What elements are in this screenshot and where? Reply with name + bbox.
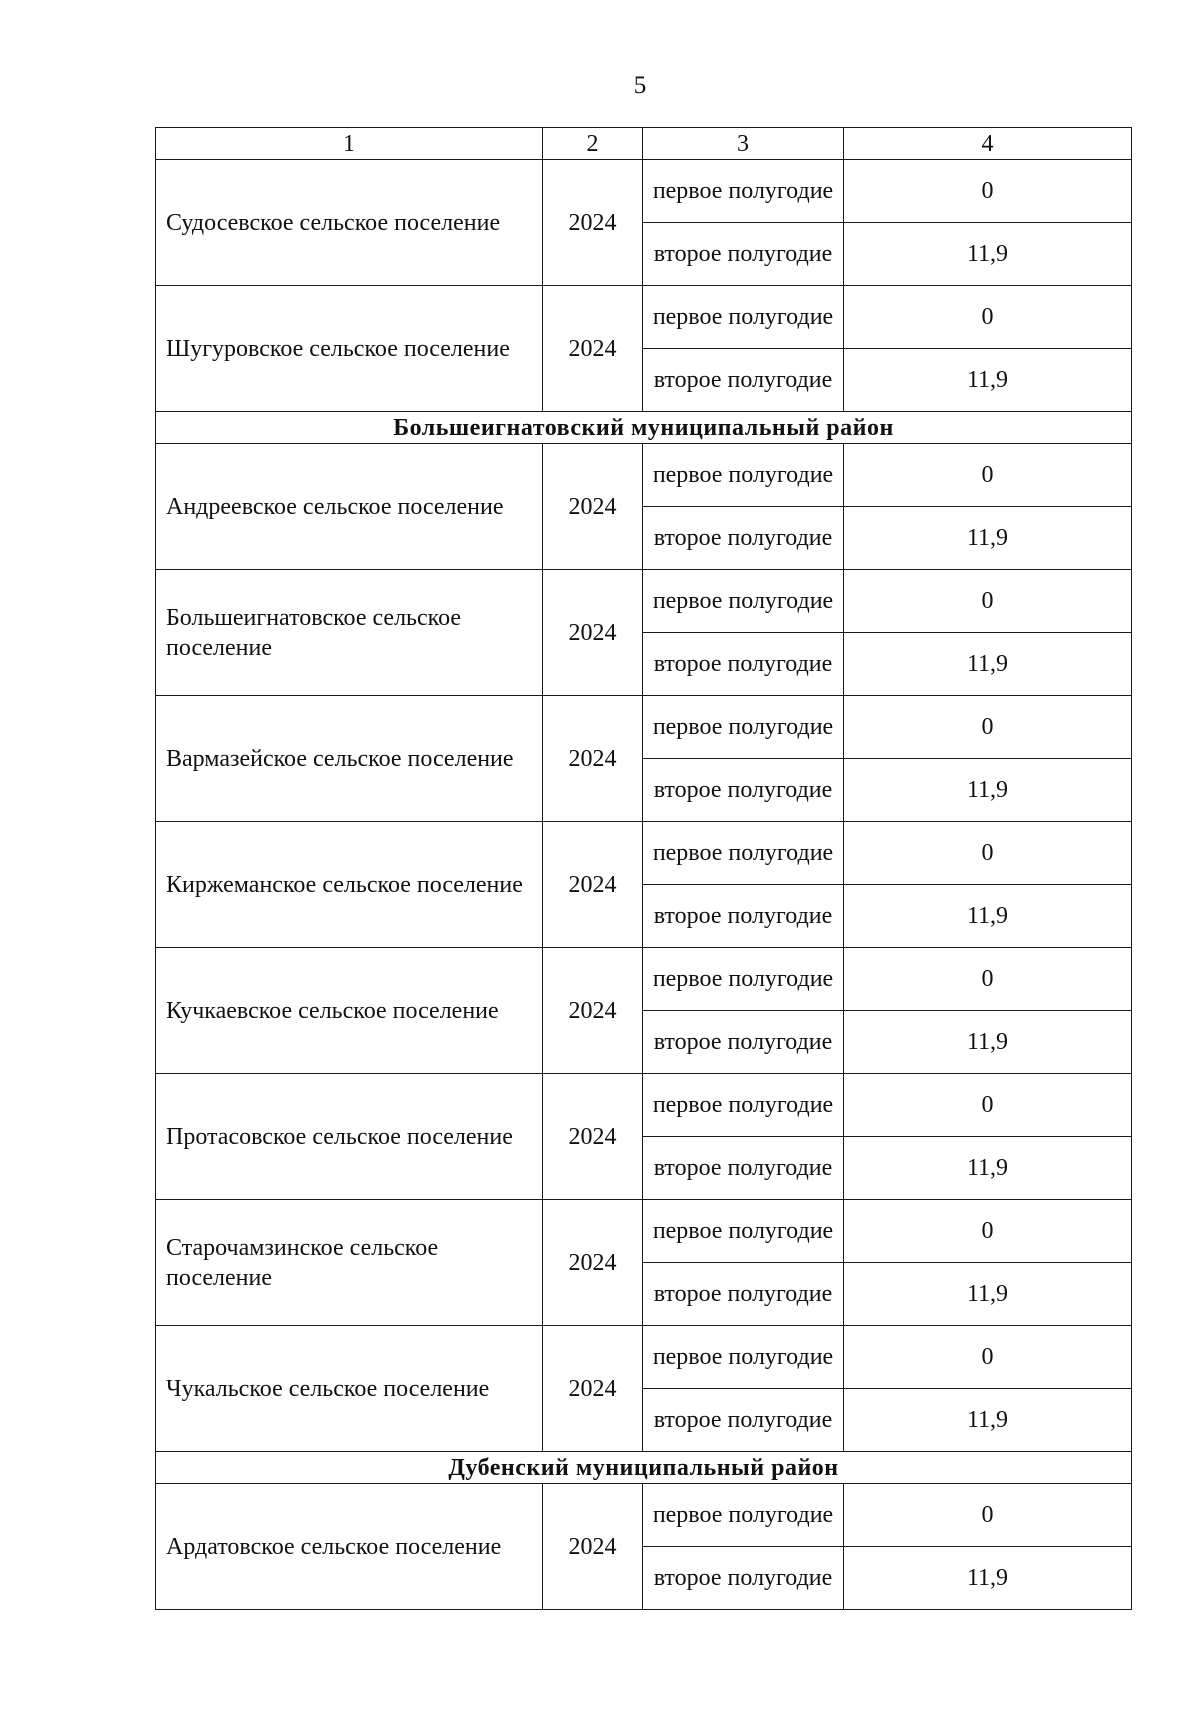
settlement-name: Большеигнатовское сельское поселение (156, 570, 543, 696)
district-heading: Дубенский муниципальный район (156, 1452, 1132, 1484)
period-cell: первое полугодие (643, 1200, 844, 1263)
district-heading: Большеигнатовский муниципальный район (156, 412, 1132, 444)
period-cell: первое полугодие (643, 696, 844, 759)
settlement-name: Киржеманское сельское поселение (156, 822, 543, 948)
year-cell: 2024 (543, 160, 643, 286)
settlement-name: Андреевское сельское поселение (156, 444, 543, 570)
period-cell: первое полугодие (643, 570, 844, 633)
settlement-name: Ардатовское сельское поселение (156, 1484, 543, 1610)
period-cell: первое полугодие (643, 444, 844, 507)
period-cell: второе полугодие (643, 1011, 844, 1074)
table-row (156, 1326, 1132, 1389)
table-row (156, 286, 1132, 349)
value-cell: 0 (844, 570, 1132, 633)
settlement-name: Чукальское сельское поселение (156, 1326, 543, 1452)
period-cell: первое полугодие (643, 1326, 844, 1389)
period-cell: второе полугодие (643, 759, 844, 822)
value-cell: 0 (844, 696, 1132, 759)
settlement-name: Судосевское сельское поселение (156, 160, 543, 286)
table-body (156, 128, 1132, 1610)
value-cell: 11,9 (844, 1263, 1132, 1326)
year-cell: 2024 (543, 822, 643, 948)
value-cell: 11,9 (844, 1389, 1132, 1452)
table-row (156, 444, 1132, 507)
table-row (156, 1200, 1132, 1263)
year-cell: 2024 (543, 1484, 643, 1610)
value-cell: 0 (844, 1326, 1132, 1389)
period-cell: первое полугодие (643, 822, 844, 885)
table-row (156, 1484, 1132, 1547)
period-cell: первое полугодие (643, 1484, 844, 1547)
period-cell: первое полугодие (643, 1074, 844, 1137)
value-cell: 11,9 (844, 349, 1132, 412)
period-cell: второе полугодие (643, 633, 844, 696)
value-cell: 0 (844, 822, 1132, 885)
period-cell: второе полугодие (643, 1263, 844, 1326)
period-cell: первое полугодие (643, 160, 844, 223)
value-cell: 0 (844, 160, 1132, 223)
table-row (156, 696, 1132, 759)
year-cell: 2024 (543, 286, 643, 412)
year-cell: 2024 (543, 696, 643, 822)
period-cell: второе полугодие (643, 885, 844, 948)
district-row (156, 1452, 1132, 1484)
header-cell-1: 1 (156, 128, 543, 160)
value-cell: 0 (844, 1484, 1132, 1547)
table-row (156, 822, 1132, 885)
period-cell: второе полугодие (643, 223, 844, 286)
year-cell: 2024 (543, 1200, 643, 1326)
value-cell: 11,9 (844, 1011, 1132, 1074)
data-table (155, 127, 1132, 1610)
header-cell-4: 4 (844, 128, 1132, 160)
value-cell: 11,9 (844, 223, 1132, 286)
value-cell: 11,9 (844, 885, 1132, 948)
value-cell: 0 (844, 948, 1132, 1011)
value-cell: 11,9 (844, 633, 1132, 696)
settlement-name: Вармазейское сельское поселение (156, 696, 543, 822)
value-cell: 0 (844, 286, 1132, 349)
value-cell: 11,9 (844, 759, 1132, 822)
year-cell: 2024 (543, 570, 643, 696)
value-cell: 11,9 (844, 507, 1132, 570)
year-cell: 2024 (543, 948, 643, 1074)
table-row (156, 570, 1132, 633)
district-row (156, 412, 1132, 444)
period-cell: второе полугодие (643, 1389, 844, 1452)
period-cell: второе полугодие (643, 1137, 844, 1200)
period-cell: второе полугодие (643, 507, 844, 570)
page-number: 5 (633, 72, 647, 99)
value-cell: 0 (844, 1074, 1132, 1137)
header-row (156, 128, 1132, 160)
year-cell: 2024 (543, 1326, 643, 1452)
period-cell: второе полугодие (643, 1547, 844, 1610)
value-cell: 0 (844, 1200, 1132, 1263)
table-row (156, 1074, 1132, 1137)
table-row (156, 948, 1132, 1011)
table-row (156, 160, 1132, 223)
settlement-name: Шугуровское сельское поселение (156, 286, 543, 412)
period-cell: второе полугодие (643, 349, 844, 412)
year-cell: 2024 (543, 444, 643, 570)
value-cell: 11,9 (844, 1547, 1132, 1610)
header-cell-3: 3 (643, 128, 844, 160)
period-cell: первое полугодие (643, 286, 844, 349)
settlement-name: Старочамзинское сельское поселение (156, 1200, 543, 1326)
value-cell: 11,9 (844, 1137, 1132, 1200)
year-cell: 2024 (543, 1074, 643, 1200)
period-cell: первое полугодие (643, 948, 844, 1011)
value-cell: 0 (844, 444, 1132, 507)
settlement-name: Кучкаевское сельское поселение (156, 948, 543, 1074)
settlement-name: Протасовское сельское поселение (156, 1074, 543, 1200)
header-cell-2: 2 (543, 128, 643, 160)
